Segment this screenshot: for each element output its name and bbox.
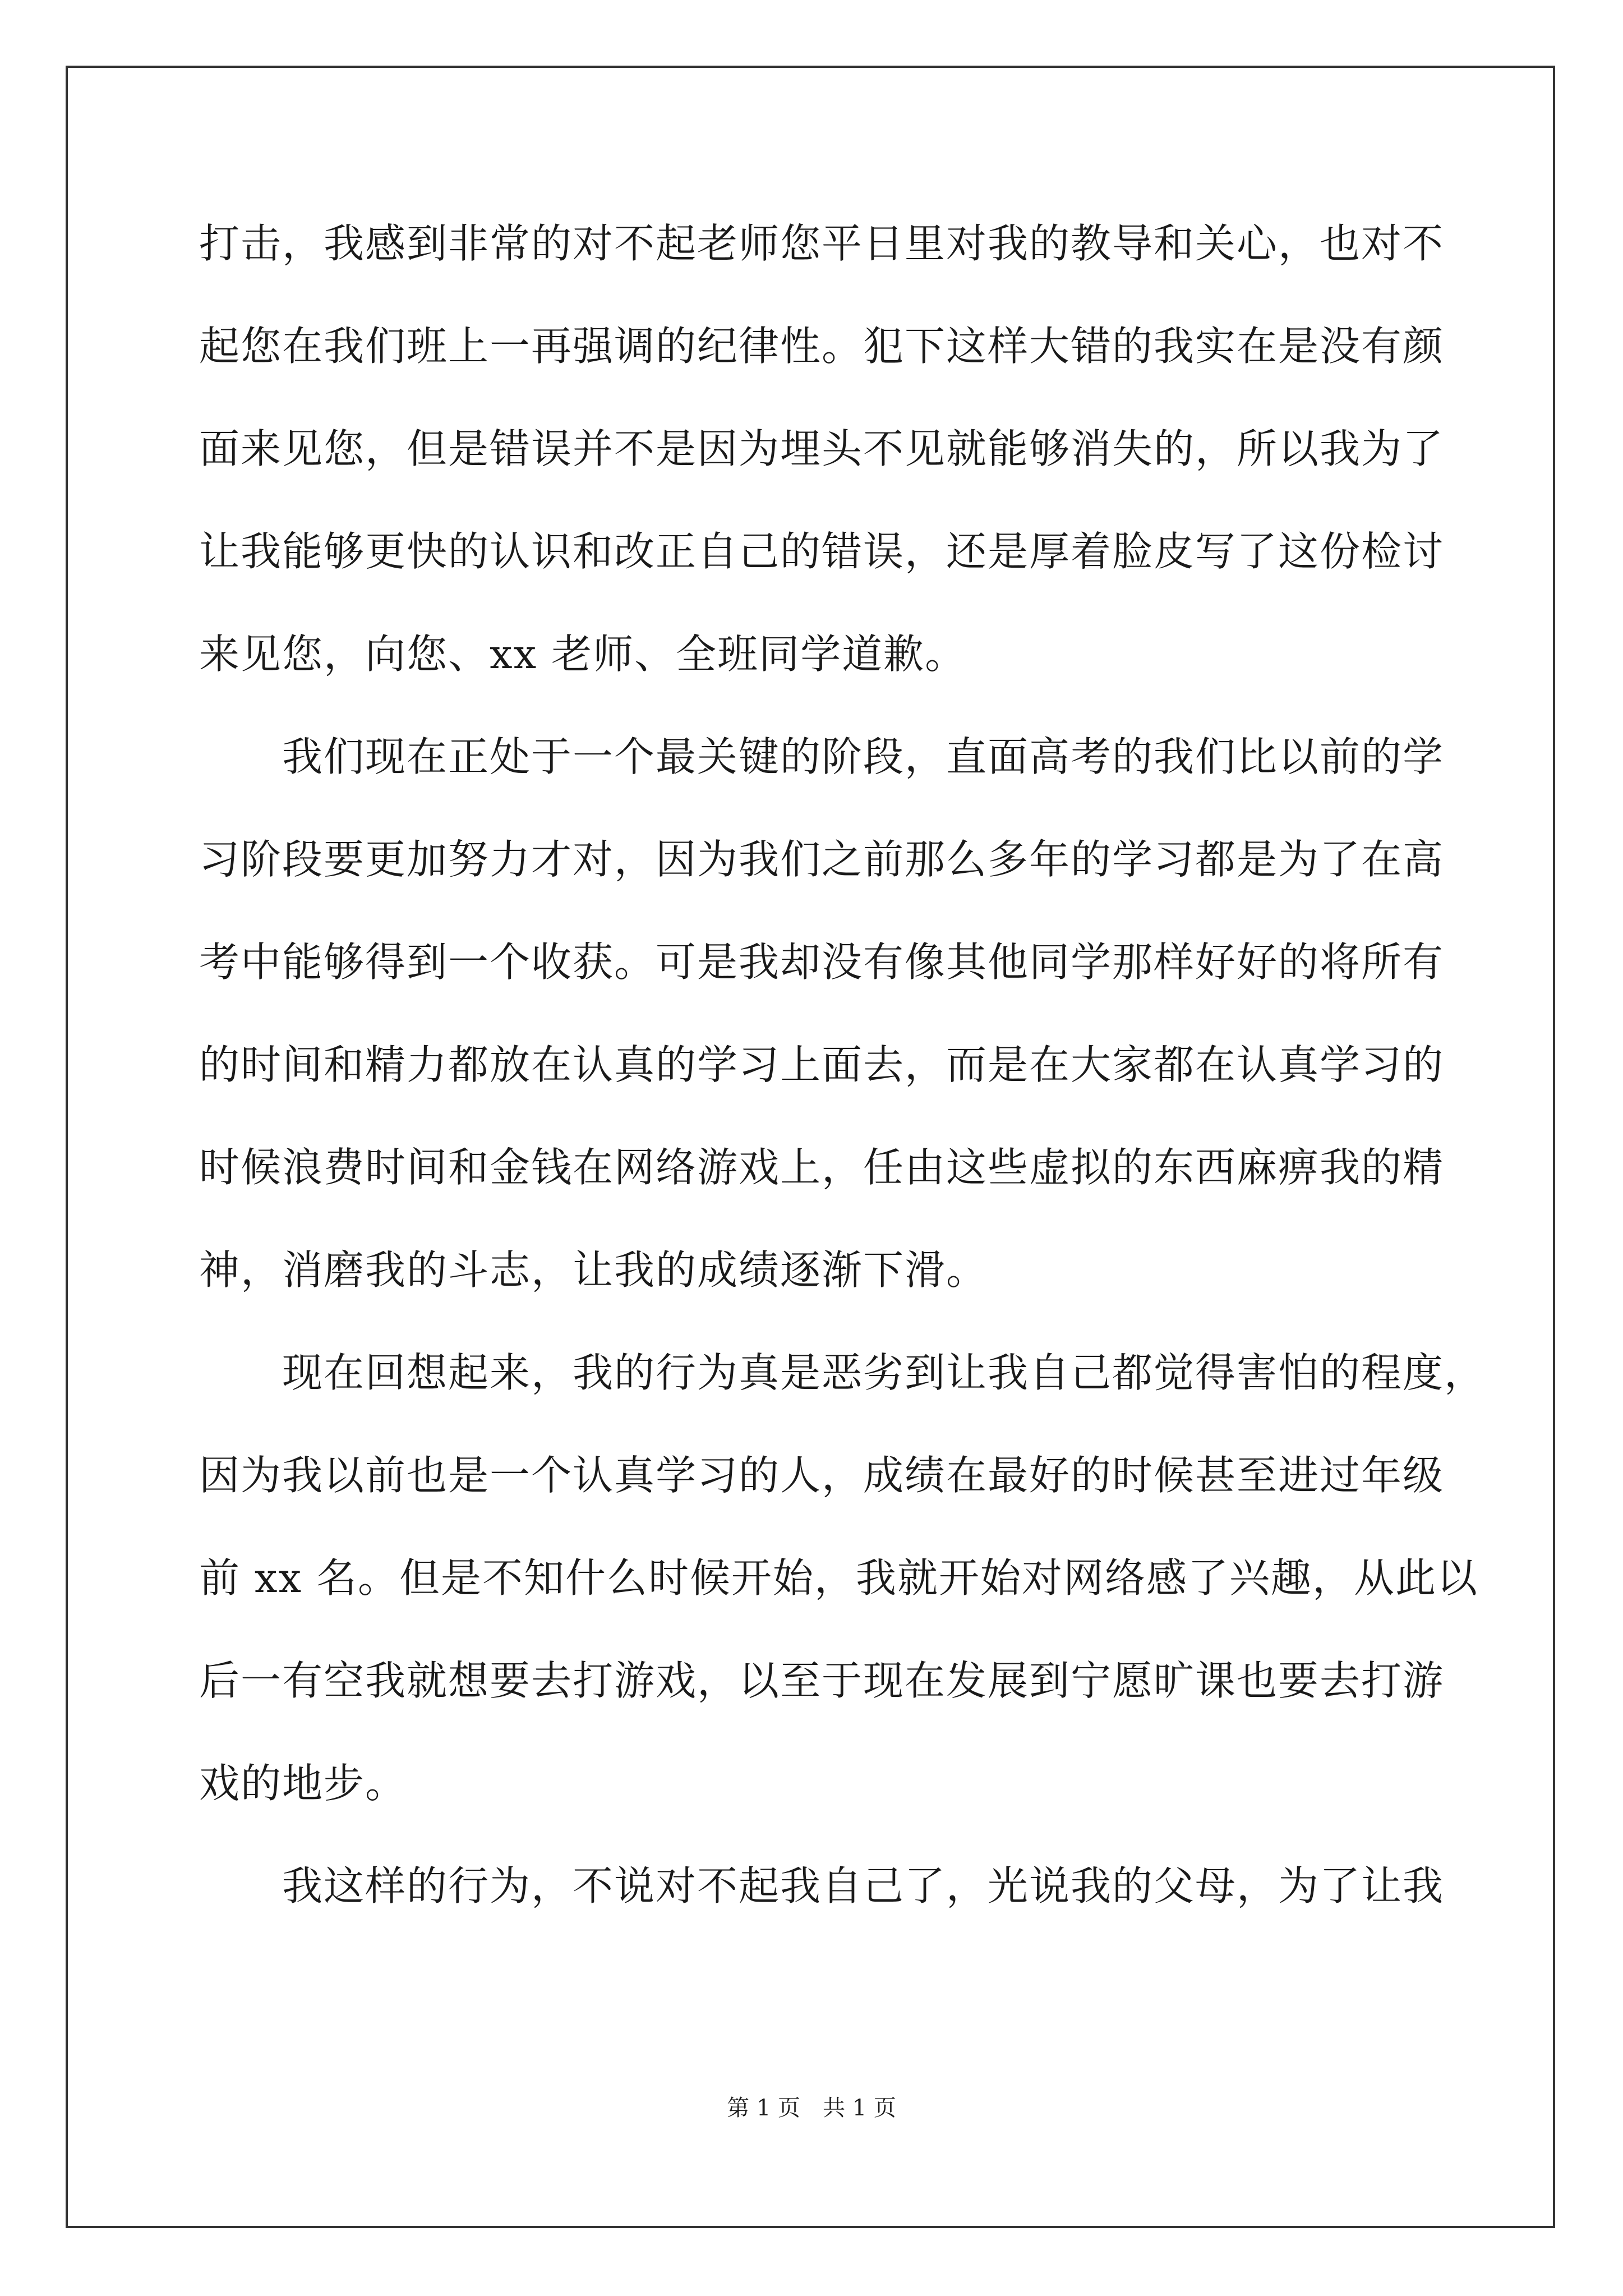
text-line: 现在回想起来，我的行为真是恶劣到让我自己都觉得害怕的程度， bbox=[282, 1349, 1486, 1396]
text-line: 来见您，向您、xx 老师、全班同学道歉。 bbox=[199, 631, 967, 678]
text-line: 前 xx 名。但是不知什么时候开始，我就开始对网络感了兴趣，从此以 bbox=[199, 1554, 1478, 1602]
text-line: 我们现在正处于一个最关键的阶段，直面高考的我们比以前的学 bbox=[282, 733, 1445, 780]
text-line: 考中能够得到一个收获。可是我却没有像其他同学那样好好的将所有 bbox=[199, 938, 1445, 986]
text-line: 的时间和精力都放在认真的学习上面去，而是在大家都在认真学习的 bbox=[199, 1041, 1445, 1088]
page-footer bbox=[0, 2092, 1623, 2124]
text-line: 后一有空我就想要去打游戏，以至于现在发展到宁愿旷课也要去打游 bbox=[199, 1657, 1445, 1704]
page-total: 共 1 页 bbox=[823, 2095, 896, 2121]
text-line: 让我能够更快的认识和改正自己的错误，还是厚着脸皮写了这份检讨 bbox=[199, 528, 1445, 575]
text-line: 戏的地步。 bbox=[199, 1760, 407, 1807]
text-line: 打击，我感到非常的对不起老师您平日里对我的教导和关心，也对不 bbox=[199, 220, 1445, 267]
text-line: 因为我以前也是一个认真学习的人，成绩在最好的时候甚至进过年级 bbox=[199, 1452, 1445, 1499]
text-line: 面来见您，但是错误并不是因为埋头不见就能够消失的，所以我为了 bbox=[199, 425, 1445, 472]
text-line: 我这样的行为，不说对不起我自己了，光说我的父母，为了让我 bbox=[282, 1862, 1445, 1910]
page-number: 第 1 页 bbox=[727, 2095, 800, 2121]
text-line: 神，消磨我的斗志，让我的成绩逐渐下滑。 bbox=[199, 1246, 988, 1294]
text-line: 起您在我们班上一再强调的纪律性。犯下这样大错的我实在是没有颜 bbox=[199, 323, 1445, 370]
text-line: 习阶段要更加努力才对，因为我们之前那么多年的学习都是为了在高 bbox=[199, 836, 1445, 883]
text-line: 时候浪费时间和金钱在网络游戏上，任由这些虚拟的东西麻痹我的精 bbox=[199, 1144, 1445, 1191]
